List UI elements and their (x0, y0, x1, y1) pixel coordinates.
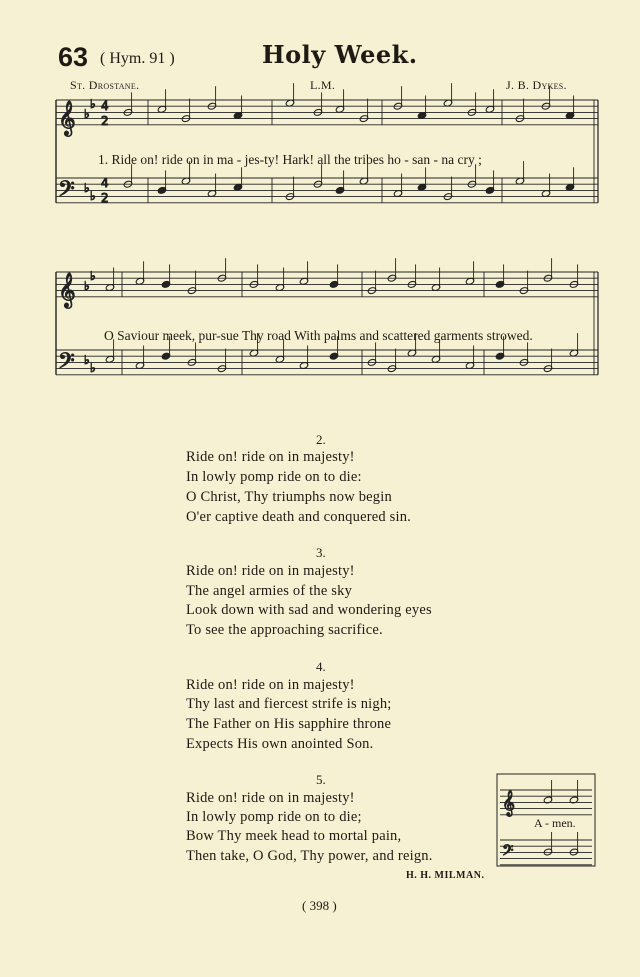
lyric-line-2: O Saviour meek, pur-sue Thy road With palms and scattered garments strowed. (104, 328, 533, 343)
composer: J. B. Dykes. (506, 78, 567, 92)
verse-3-line-3: Look down with sad and wondering eyes (186, 602, 432, 618)
meter: L.M. (310, 78, 336, 92)
verse-4-line-4: Expects His own anointed Son. (186, 736, 374, 752)
page-number: ( 398 ) (302, 898, 337, 913)
flat-sign: ♭ (90, 269, 96, 283)
verse-4-line-2: Thy last and fiercest strife is nigh; (186, 696, 392, 712)
time-sig: 2 (101, 191, 109, 205)
treble-clef: 𝄞 (58, 273, 76, 308)
verse-4-number: 4. (316, 659, 326, 674)
flat-sign: ♭ (90, 189, 96, 203)
verse-2-line-2: In lowly pomp ride on to die: (186, 469, 362, 485)
verse-3-number: 3. (316, 545, 326, 560)
verse-3-line-2: The angel armies of the sky (186, 583, 353, 599)
verse-2-number: 2. (316, 432, 326, 447)
time-sig: 4 (101, 99, 109, 113)
verse-5-line-2: In lowly pomp ride on to die; (186, 809, 362, 825)
verse-5-number: 5. (316, 772, 326, 787)
flat-sign: ♭ (90, 361, 96, 375)
flat-sign: ♭ (90, 97, 96, 111)
bass-clef: 𝄢 (58, 349, 75, 379)
verse-2-line-3: O Christ, Thy triumphs now begin (186, 489, 392, 505)
flat-sign: ♭ (84, 181, 90, 195)
hymn-number: 63 (58, 42, 89, 72)
verse-5-line-4: Then take, O God, Thy power, and reign. (186, 848, 433, 864)
tune-name: St. Drostane. (70, 78, 140, 92)
amen-lyric: A - men. (534, 816, 576, 830)
time-sig: 4 (101, 176, 109, 190)
flat-sign: ♭ (84, 107, 90, 121)
time-sig: 2 (101, 114, 109, 128)
treble-clef: 𝄞 (502, 791, 516, 816)
verse-2-line-1: Ride on! ride on in majesty! (186, 449, 355, 465)
verse-2-line-4: O'er captive death and conquered sin. (186, 509, 412, 525)
verse-4-line-1: Ride on! ride on in majesty! (186, 677, 355, 693)
hymn-reference: ( Hym. 91 ) (100, 50, 175, 67)
bass-clef: 𝄢 (58, 177, 75, 207)
bass-clef: 𝄢 (502, 842, 514, 863)
verse-3-line-1: Ride on! ride on in majesty! (186, 563, 355, 579)
flat-sign: ♭ (84, 353, 90, 367)
author: H. H. MILMAN. (406, 870, 485, 881)
page-title: Holy Week. (262, 40, 418, 69)
verse-4-line-3: The Father on His sapphire throne (186, 716, 392, 732)
treble-clef: 𝄞 (58, 101, 76, 136)
verse-3-line-4: To see the approaching sacrifice. (186, 622, 383, 638)
lyric-line-1: 1. Ride on! ride on in ma - jes-ty! Hark! all the tribes ho - san - na cry ; (98, 152, 482, 167)
verse-5-line-3: Bow Thy meek head to mortal pain, (186, 828, 402, 844)
flat-sign: ♭ (84, 279, 90, 293)
verse-5-line-1: Ride on! ride on in majesty! (186, 790, 355, 806)
